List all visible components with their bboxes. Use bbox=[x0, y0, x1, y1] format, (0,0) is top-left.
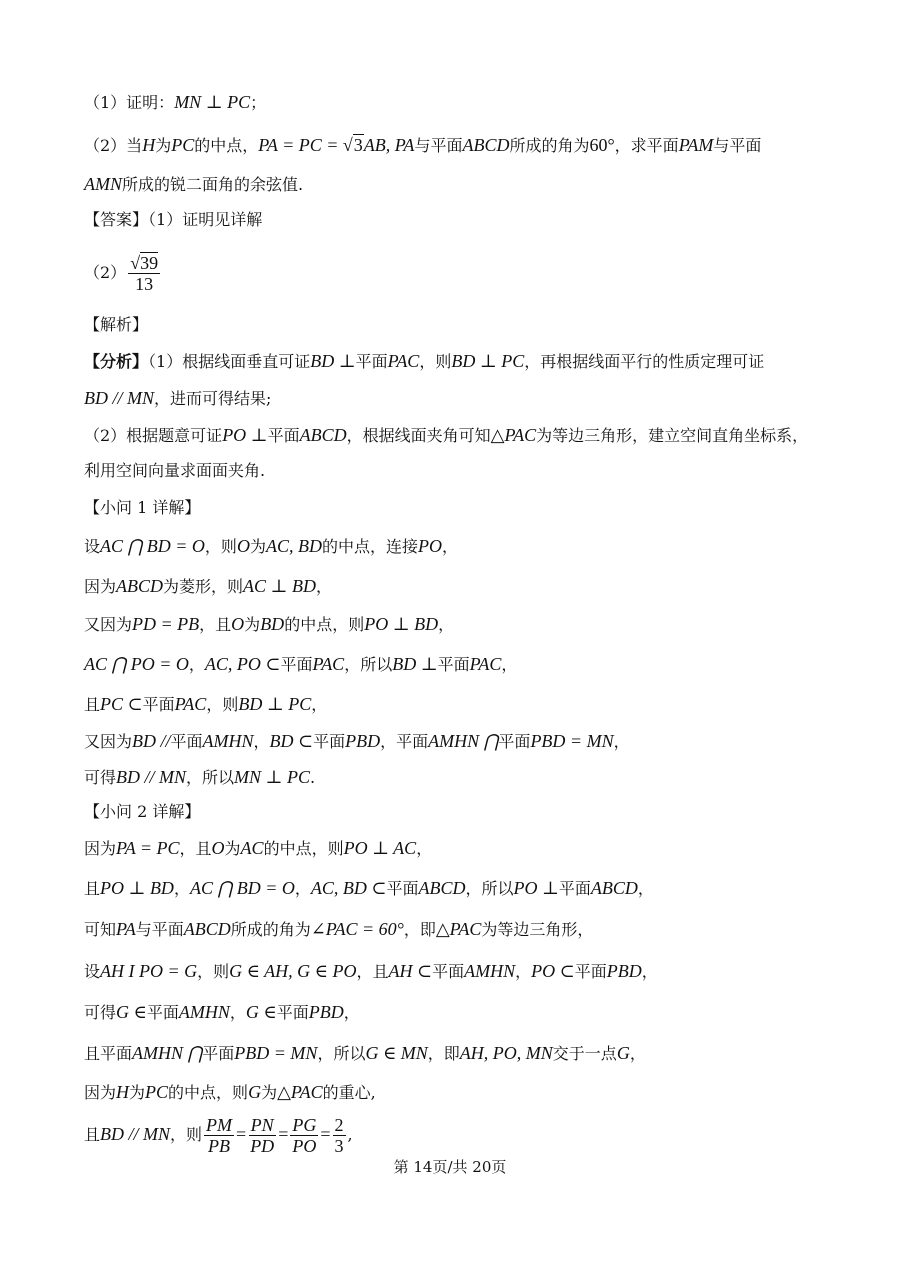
text: 平面 bbox=[142, 695, 175, 714]
text: ， bbox=[253, 732, 270, 751]
question-part-2-cont bbox=[84, 172, 303, 196]
page-footer: 第 14页/共 20页 bbox=[393, 1158, 507, 1176]
math: O bbox=[211, 838, 225, 858]
math: BD // bbox=[132, 731, 171, 751]
text: 为 bbox=[224, 839, 241, 858]
text: 的中点，则 bbox=[168, 1083, 249, 1102]
answer-fraction bbox=[128, 253, 160, 294]
sub2-line-3 bbox=[84, 917, 593, 941]
math: BD // MN bbox=[100, 1124, 171, 1144]
answer-line-2 bbox=[84, 248, 162, 298]
text: 且 bbox=[84, 695, 101, 714]
radicand: 3 bbox=[353, 135, 363, 155]
text: ，所以 bbox=[186, 768, 235, 787]
text: 交于一点 bbox=[552, 1044, 617, 1063]
question-part-2 bbox=[84, 133, 761, 157]
text: ，则 bbox=[197, 962, 230, 981]
text: 为 bbox=[129, 1083, 146, 1102]
sub2-heading bbox=[84, 800, 200, 824]
text: ，再根据线面平行的性质定理可证 bbox=[524, 352, 765, 371]
fraction-pg-po bbox=[290, 1115, 318, 1156]
math: PC bbox=[145, 1082, 169, 1102]
text: ，所以 bbox=[465, 879, 514, 898]
fraction-denominator: 13 bbox=[135, 274, 154, 294]
text: （2） bbox=[84, 263, 127, 282]
math: AC ⋂ BD = O bbox=[189, 878, 295, 898]
math: ABCD bbox=[183, 919, 231, 939]
text: 平面 bbox=[267, 426, 300, 445]
sub1-line-5 bbox=[84, 692, 327, 716]
analysis-line-1 bbox=[84, 349, 764, 373]
text: 且 bbox=[84, 1125, 101, 1144]
math: ∠PAC = 60° bbox=[310, 919, 404, 939]
math: ABCD bbox=[590, 878, 638, 898]
math: BD bbox=[260, 614, 285, 634]
text: ， bbox=[515, 962, 532, 981]
text: ， bbox=[416, 839, 433, 858]
sub2-line-5 bbox=[84, 1000, 360, 1024]
math: △PAC bbox=[277, 1082, 323, 1102]
text: 为 bbox=[155, 136, 172, 155]
text: ， bbox=[438, 615, 455, 634]
fraction-numerator: PM bbox=[206, 1115, 233, 1135]
text: （2）根据题意可证 bbox=[84, 426, 223, 445]
text: ，且 bbox=[199, 615, 232, 634]
text: 为菱形，则 bbox=[163, 577, 244, 596]
math: ABCD bbox=[418, 878, 466, 898]
math: PC ⊂ bbox=[100, 694, 143, 714]
math: = bbox=[320, 1124, 331, 1144]
math: PAC bbox=[469, 654, 502, 674]
text: ， bbox=[501, 655, 518, 674]
text: ，所以 bbox=[317, 1044, 366, 1063]
text: 可得 bbox=[84, 1003, 117, 1022]
math: AC, BD bbox=[265, 536, 322, 556]
analysis-line-4 bbox=[84, 459, 265, 483]
sub2-line-6 bbox=[84, 1041, 646, 1065]
text: 的中点，则 bbox=[284, 615, 365, 634]
text: 平面 bbox=[280, 655, 313, 674]
math: MN ⊥ PC bbox=[174, 92, 251, 112]
math: G bbox=[248, 1082, 262, 1102]
math: AMN bbox=[84, 174, 122, 194]
text: 利用空间向量求面面夹角. bbox=[84, 461, 266, 480]
section-label: 【解析】 bbox=[84, 315, 149, 334]
text: 平面 bbox=[355, 352, 388, 371]
math: PO ⊥ bbox=[513, 878, 559, 898]
text: 可知 bbox=[84, 920, 117, 939]
sub1-line-6 bbox=[84, 729, 630, 753]
math: PO ⊥ BD bbox=[100, 878, 174, 898]
math: PBD = MN bbox=[234, 1043, 318, 1063]
math: BD ⊥ bbox=[392, 654, 438, 674]
text: ， bbox=[629, 1044, 646, 1063]
text: 平面 bbox=[276, 1003, 309, 1022]
math: PD = PB bbox=[132, 614, 200, 634]
math: △PAC bbox=[490, 425, 537, 445]
math: PBD bbox=[308, 1002, 344, 1022]
answer-label: 【答案】 bbox=[84, 210, 149, 229]
math: BD // MN bbox=[116, 767, 187, 787]
math: G ∈ MN bbox=[365, 1043, 428, 1063]
fraction-numerator: √39 bbox=[130, 253, 159, 273]
sub1-heading bbox=[84, 496, 200, 520]
text: （2）当 bbox=[84, 136, 143, 155]
text: ， bbox=[173, 879, 190, 898]
text: 与平面 bbox=[713, 136, 762, 155]
math: AC ⋂ BD = O bbox=[100, 536, 205, 556]
text: 平面 bbox=[146, 1003, 179, 1022]
math: ABCD bbox=[116, 576, 164, 596]
fraction-2-3 bbox=[333, 1115, 346, 1156]
math: PAC bbox=[387, 351, 420, 371]
text: 的中点，则 bbox=[263, 839, 344, 858]
math: G ∈ AH, G ∈ PO bbox=[229, 961, 357, 981]
math: BD ⊥ PC bbox=[238, 694, 312, 714]
math: PAC bbox=[174, 694, 207, 714]
fraction-denominator: 3 bbox=[334, 1136, 344, 1156]
text: 平面 bbox=[313, 732, 346, 751]
math: AH, PO, MN bbox=[459, 1043, 553, 1063]
text: （1）证明： bbox=[84, 93, 175, 112]
math: PO ⊥ bbox=[222, 425, 268, 445]
math: PBD bbox=[606, 961, 642, 981]
text: 平面 bbox=[558, 879, 591, 898]
math: PO ⊥ BD bbox=[364, 614, 439, 634]
math: ABCD bbox=[299, 425, 347, 445]
text: 且 bbox=[84, 879, 101, 898]
math: 60° bbox=[589, 135, 615, 155]
text: ，则 bbox=[170, 1125, 203, 1144]
math: AC ⊥ BD bbox=[243, 576, 316, 596]
text: 平面 bbox=[170, 732, 203, 751]
sub1-line-7 bbox=[84, 765, 315, 789]
text: ，求平面 bbox=[614, 136, 679, 155]
text: （1）证明见详解 bbox=[148, 210, 263, 229]
analysis-line-3 bbox=[84, 423, 808, 447]
analysis-line-2 bbox=[84, 386, 271, 410]
math: BD ⊂ bbox=[269, 731, 314, 751]
sub2-line-8 bbox=[84, 1112, 353, 1156]
text: ，平面 bbox=[380, 732, 429, 751]
math: AC bbox=[240, 838, 264, 858]
math: O bbox=[231, 614, 245, 634]
sub1-line-2 bbox=[84, 574, 332, 598]
math: G ∈ bbox=[245, 1002, 277, 1022]
text: 平面 bbox=[574, 962, 607, 981]
text: ，且 bbox=[356, 962, 389, 981]
text: 为 bbox=[244, 615, 261, 634]
text: 又因为 bbox=[84, 615, 133, 634]
section-label: 【小问 2 详解】 bbox=[84, 802, 201, 821]
text: 平面 bbox=[498, 732, 531, 751]
text: ， bbox=[188, 655, 205, 674]
text: 为等边三角形， bbox=[481, 920, 594, 939]
text: ，则 bbox=[206, 695, 239, 714]
text: 因为 bbox=[84, 577, 117, 596]
fraction-denominator: PB bbox=[208, 1136, 231, 1156]
text: ， bbox=[613, 732, 630, 751]
text: 所成的角为 bbox=[509, 136, 590, 155]
text: ， bbox=[229, 1003, 246, 1022]
math: AMHN bbox=[178, 1002, 230, 1022]
text: （1）根据线面垂直可证 bbox=[148, 352, 311, 371]
text: ，所以 bbox=[344, 655, 393, 674]
text: . bbox=[309, 768, 316, 787]
text: 因为 bbox=[84, 839, 117, 858]
math: PA = PC = bbox=[258, 135, 343, 155]
text: ， bbox=[294, 879, 311, 898]
math: AMHN bbox=[202, 731, 254, 751]
math: G ∈ bbox=[116, 1002, 147, 1022]
math: = bbox=[236, 1124, 247, 1144]
text: 的中点， bbox=[194, 136, 259, 155]
text: ，即 bbox=[403, 920, 436, 939]
text: 设 bbox=[84, 962, 101, 981]
sub2-line-4 bbox=[84, 959, 658, 983]
text: ，即 bbox=[427, 1044, 460, 1063]
fraction-denominator: PD bbox=[250, 1136, 275, 1156]
text: ， bbox=[311, 695, 328, 714]
text: ， bbox=[343, 1003, 360, 1022]
radicand: 39 bbox=[140, 253, 159, 273]
math: AB, PA bbox=[363, 135, 415, 155]
fraction-pn-pd bbox=[248, 1115, 276, 1156]
text: ， bbox=[641, 962, 658, 981]
text: ， bbox=[315, 577, 332, 596]
math: PC bbox=[171, 135, 195, 155]
math: AMHN ⋂ bbox=[132, 1043, 203, 1063]
math: BD // MN bbox=[84, 388, 154, 408]
sqrt-expression: √3 bbox=[342, 135, 363, 155]
math: H bbox=[116, 1082, 130, 1102]
sub1-line-4 bbox=[84, 652, 517, 676]
text: 与平面 bbox=[414, 136, 463, 155]
sub1-line-1 bbox=[84, 534, 458, 558]
math: H bbox=[142, 135, 156, 155]
text: ，进而可得结果; bbox=[154, 389, 272, 408]
math: PAC bbox=[312, 654, 345, 674]
math: PO ⊥ AC bbox=[343, 838, 417, 858]
text: 所成的角为 bbox=[230, 920, 311, 939]
text: 与平面 bbox=[135, 920, 184, 939]
math: PAM bbox=[678, 135, 714, 155]
math: PBD bbox=[345, 731, 381, 751]
text: 可得 bbox=[84, 768, 117, 787]
sub1-line-3 bbox=[84, 612, 454, 636]
text: 的中点，连接 bbox=[321, 537, 418, 556]
text: ， bbox=[637, 879, 654, 898]
text: ； bbox=[250, 93, 267, 112]
text: ， bbox=[441, 537, 458, 556]
math: PO bbox=[417, 536, 442, 556]
math: BD ⊥ PC bbox=[451, 351, 525, 371]
text: 为 bbox=[261, 1083, 278, 1102]
text: 因为 bbox=[84, 1083, 117, 1102]
math: AH I PO = G bbox=[100, 961, 198, 981]
math: AMHN ⋂ bbox=[428, 731, 499, 751]
text: 所成的锐二面角的余弦值. bbox=[122, 175, 304, 194]
math: AC, PO ⊂ bbox=[204, 654, 281, 674]
text: 平面 bbox=[202, 1044, 235, 1063]
text: , bbox=[347, 1125, 353, 1144]
text: 平面 bbox=[386, 879, 419, 898]
math: BD ⊥ bbox=[310, 351, 356, 371]
text: 设 bbox=[84, 537, 101, 556]
text: 平面 bbox=[432, 962, 465, 981]
math: ABCD bbox=[462, 135, 510, 155]
text: 的重心, bbox=[322, 1083, 376, 1102]
math: PA bbox=[116, 919, 136, 939]
fraction-numerator: PN bbox=[250, 1115, 274, 1135]
text: ，则 bbox=[204, 537, 237, 556]
fraction-numerator: PG bbox=[292, 1115, 317, 1135]
text: 平面 bbox=[437, 655, 470, 674]
text: 为等边三角形，建立空间直角坐标系， bbox=[536, 426, 809, 445]
fraction-numerator: 2 bbox=[334, 1115, 344, 1135]
text: 为 bbox=[249, 537, 266, 556]
math: = bbox=[278, 1124, 289, 1144]
math: PA = PC bbox=[116, 838, 180, 858]
question-part-1 bbox=[84, 90, 266, 114]
fraction-denominator: PO bbox=[292, 1136, 317, 1156]
text: ，则 bbox=[419, 352, 452, 371]
answer-line-1 bbox=[84, 208, 262, 232]
math: G bbox=[616, 1043, 630, 1063]
sub2-line-2 bbox=[84, 876, 654, 900]
text: ，根据线面夹角可知 bbox=[346, 426, 491, 445]
text: ，且 bbox=[179, 839, 212, 858]
math: AH ⊂ bbox=[388, 961, 433, 981]
analysis-heading bbox=[84, 313, 148, 337]
math: PO ⊂ bbox=[531, 961, 575, 981]
fraction-pm-pb bbox=[204, 1115, 234, 1156]
sub2-line-7 bbox=[84, 1080, 376, 1104]
math: AC ⋂ PO = O bbox=[84, 654, 189, 674]
section-label: 【小问 1 详解】 bbox=[84, 498, 201, 517]
math: △PAC bbox=[435, 919, 482, 939]
text: 且平面 bbox=[84, 1044, 133, 1063]
math: O bbox=[236, 536, 250, 556]
section-label: 【分析】 bbox=[84, 352, 149, 371]
math: MN ⊥ PC bbox=[234, 767, 310, 787]
math: AMHN bbox=[464, 961, 516, 981]
text: 又因为 bbox=[84, 732, 133, 751]
math: AC, BD ⊂ bbox=[310, 878, 387, 898]
math: PBD = MN bbox=[530, 731, 614, 751]
sub2-line-1 bbox=[84, 836, 432, 860]
